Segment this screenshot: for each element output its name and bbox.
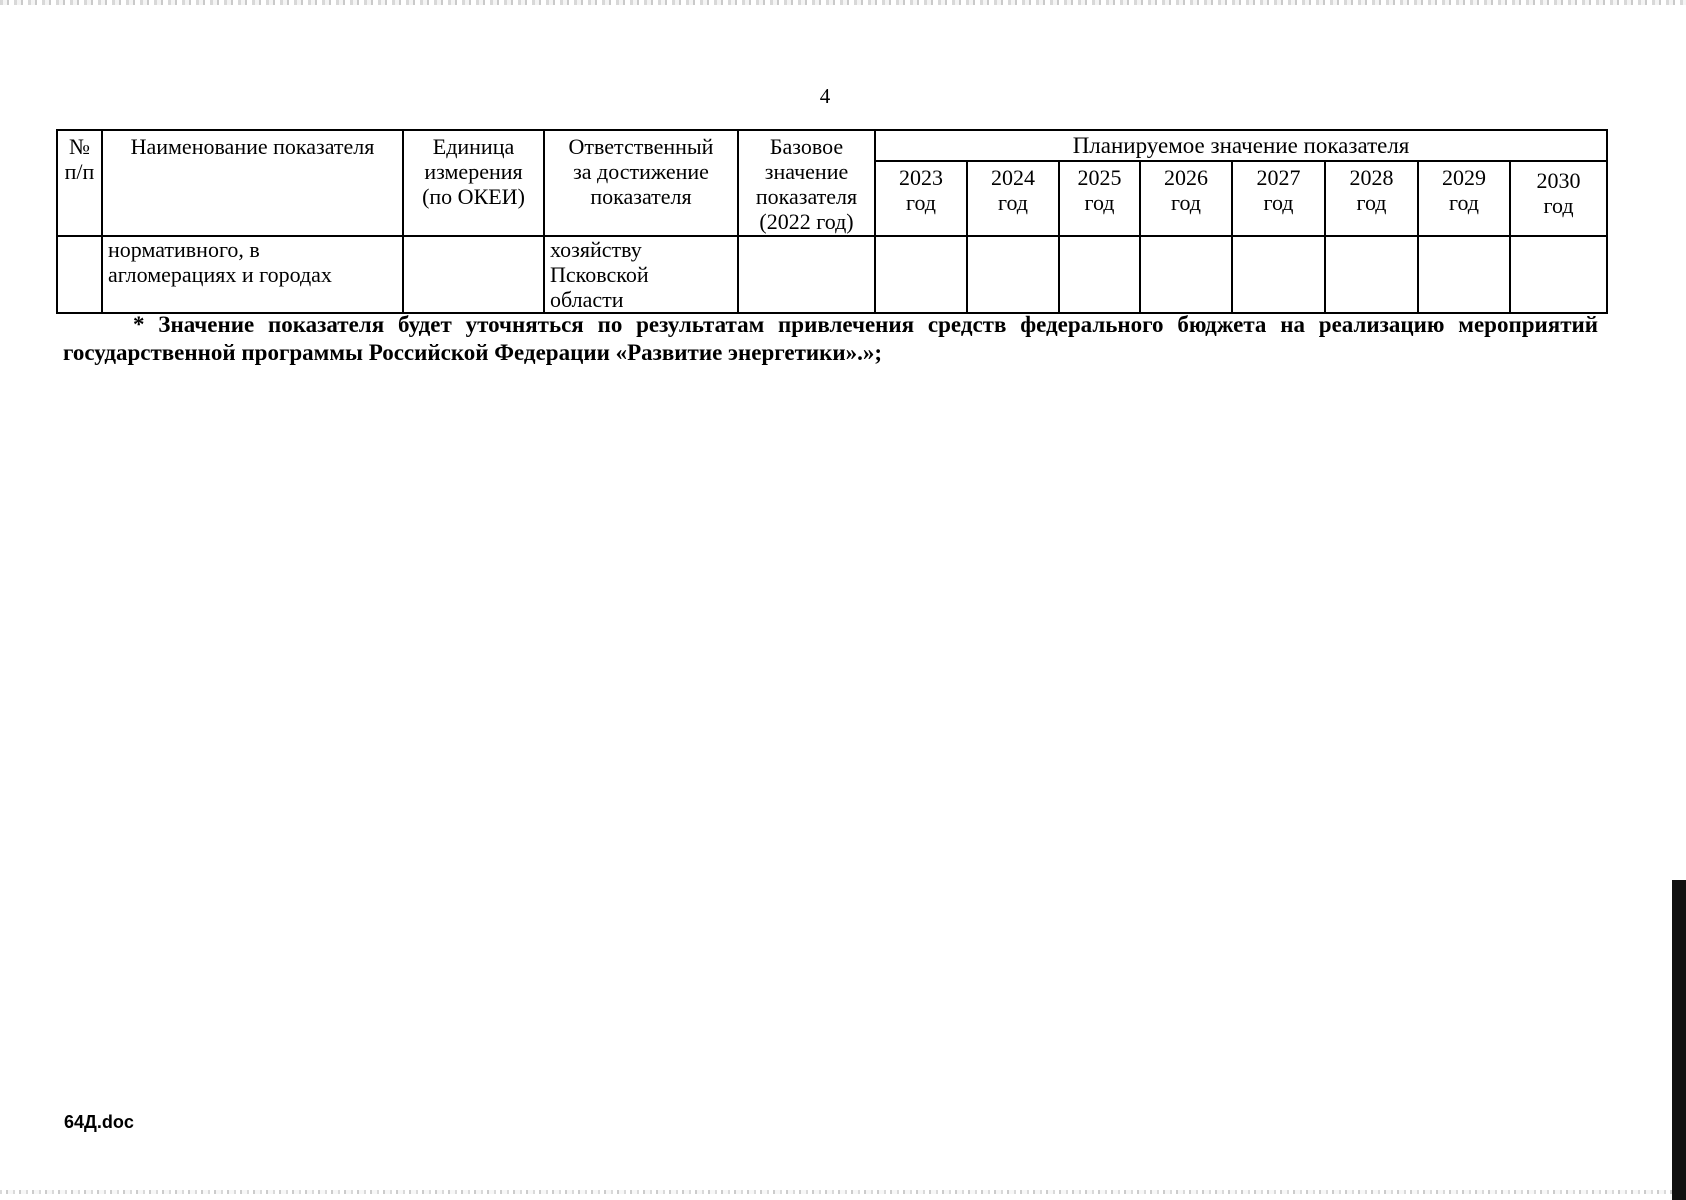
header-responsible: Ответственный за достижение показателя [544, 130, 738, 236]
cell-name: нормативного, в агломерациях и городах [102, 236, 403, 313]
header-year-2024: 2024 год [967, 161, 1059, 236]
header-year-2028: 2028 год [1325, 161, 1418, 236]
cell-unit [403, 236, 544, 313]
scan-edge-bottom [0, 1190, 1686, 1194]
cell-2023 [875, 236, 967, 313]
footnote: * Значение показателя будет уточняться по результатам привлечения средств федерального бюджета на реализацию мероприятий государственной программы Российской Федерации «Развитие энергетики».»; [63, 312, 1598, 365]
header-year-2029: 2029 год [1418, 161, 1510, 236]
cell-2027 [1232, 236, 1325, 313]
indicators-table [56, 129, 1608, 314]
cell-2025 [1059, 236, 1140, 313]
table-header-row [57, 130, 1607, 161]
document-filename: 64Д.doc [64, 1112, 134, 1132]
scan-edge-top [0, 0, 1686, 5]
cell-2024 [967, 236, 1059, 313]
cell-num [57, 236, 102, 313]
cell-2026 [1140, 236, 1232, 313]
header-year-2027: 2027 год [1232, 161, 1325, 236]
cell-2029 [1418, 236, 1510, 313]
cell-2028 [1325, 236, 1418, 313]
page-number: 4 [819, 84, 831, 108]
header-year-2025: 2025 год [1059, 161, 1140, 236]
cell-base-value [738, 236, 875, 313]
header-unit: Единица измерения (по ОКЕИ) [403, 130, 544, 236]
scan-edge-right [1672, 880, 1686, 1200]
header-name: Наименование показателя [102, 130, 403, 236]
header-year-2023: 2023 год [875, 161, 967, 236]
header-num: № п/п [57, 130, 102, 236]
header-planned-group: Планируемое значение показателя [875, 130, 1607, 161]
header-base-value: Базовое значение показателя (2022 год) [738, 130, 875, 236]
cell-2030 [1510, 236, 1607, 313]
cell-responsible: хозяйству Псковской области [544, 236, 738, 313]
header-year-2026: 2026 год [1140, 161, 1232, 236]
table-row [57, 236, 1607, 313]
header-year-2030: 2030 год [1510, 161, 1607, 236]
